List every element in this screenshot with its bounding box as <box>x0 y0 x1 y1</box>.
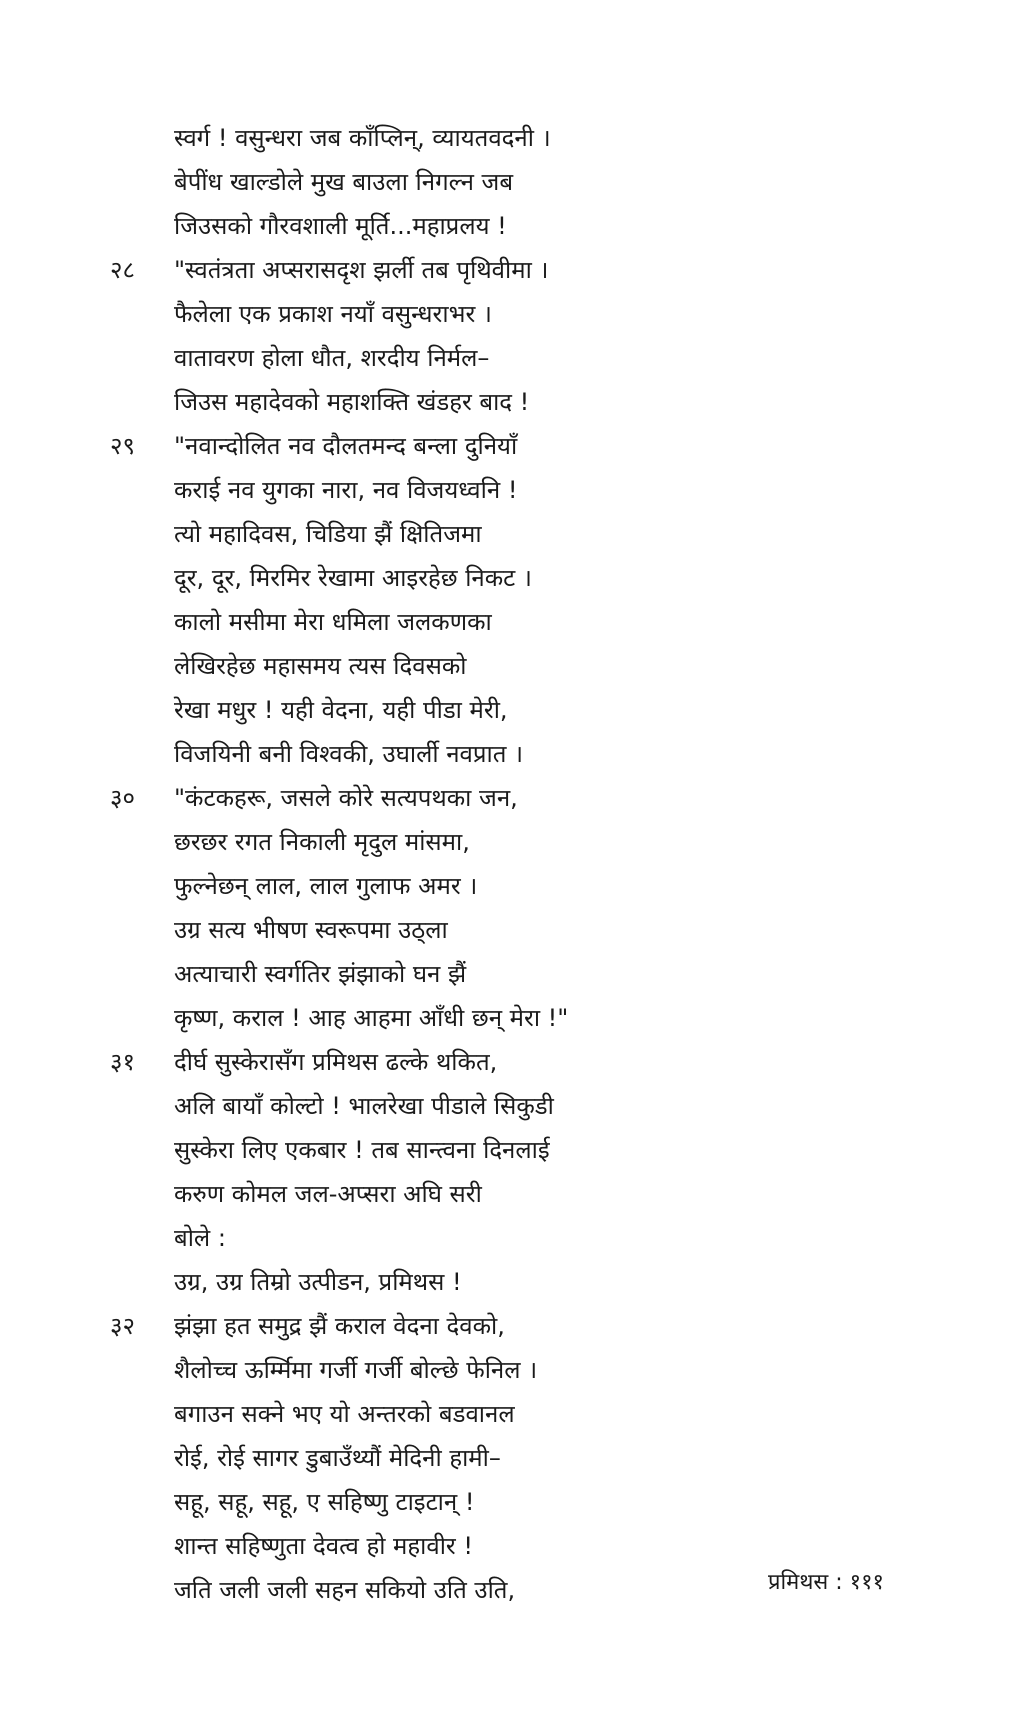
verse-line: रोई, रोई सागर डुबाउँथ्यौं मेदिनी हामी– <box>174 1444 501 1472</box>
verse-line: जिउस महादेवको महाशक्ति खंडहर बाद ! <box>174 388 530 416</box>
verse-line: करुण कोमल जल-अप्सरा अघि सरी <box>174 1180 482 1208</box>
stanza-number: २८ <box>110 256 135 284</box>
verse-line: जिउसको गौरवशाली मूर्ति...महाप्रलय ! <box>174 212 507 240</box>
page-footer <box>768 1568 884 1598</box>
stanza-number: ३० <box>110 784 135 812</box>
verse-line: सुस्केरा लिए एकबार ! तब सान्त्वना दिनलाई <box>174 1136 550 1164</box>
verse-line: शान्त सहिष्णुता देवत्व हो महावीर ! <box>174 1532 473 1560</box>
stanza-number: ३२ <box>110 1312 135 1340</box>
verse-line: दूर, दूर, मिरमिर रेखामा आइरहेछ निकट । <box>174 564 533 592</box>
verse-line: बेपींध खाल्डोले मुख बाउला निगल्न जब <box>174 168 514 196</box>
verse-line: सहू, सहू, सहू, ए सहिष्णु टाइटान् ! <box>174 1488 475 1516</box>
stanza-number: ३१ <box>110 1048 135 1076</box>
verse-line: शैलोच्च ऊर्म्मिमा गर्जी गर्जी बोल्छे फेनिल । <box>174 1356 538 1384</box>
stanza-lines <box>174 116 734 248</box>
stanza-number: २९ <box>110 432 135 460</box>
running-title-page-number: प्रमिथस : १११ <box>767 1570 884 1595</box>
verse-line: दीर्घ सुस्केरासँग प्रमिथस ढल्के थकित, <box>174 1048 498 1076</box>
verse-line: कालो मसीमा मेरा धमिला जलकणका <box>174 608 492 636</box>
verse-line: अत्याचारी स्वर्गतिर झंझाको घन झैं <box>174 960 467 988</box>
verse-line: फैलेला एक प्रकाश नयाँ वसुन्धराभर । <box>174 300 492 328</box>
verse-line: स्वर्ग ! वसुन्धरा जब काँप्लिन्, व्यायतवदनी । <box>174 124 551 152</box>
verse-line: त्यो महादिवस, चिडिया झैं क्षितिजमा <box>174 520 482 548</box>
verse-line: कराई नव युगका नारा, नव विजयध्वनि ! <box>174 476 518 504</box>
stanza-lines <box>174 1304 734 1612</box>
verse-line: कृष्ण, कराल ! आह आहमा आँधी छन् मेरा !" <box>174 1004 569 1032</box>
stanza-lines <box>174 248 734 424</box>
verse-line: "स्वतंत्रता अप्सरासदृश झर्ली तब पृथिवीमा । <box>174 256 549 284</box>
verse-line: विजयिनी बनी विश्वकी, उघार्ली नवप्रात । <box>174 740 524 768</box>
verse-line: उग्र सत्य भीषण स्वरूपमा उठ्ला <box>174 916 448 944</box>
verse-line: "कंटकहरू, जसले कोरे सत्यपथका जन, <box>174 784 518 812</box>
verse-line: छरछर रगत निकाली मृदुल मांसमा, <box>174 828 470 856</box>
verse-line: बगाउन सक्ने भए यो अन्तरको बडवानल <box>174 1400 515 1428</box>
verse-line: वातावरण होला धौत, शरदीय निर्मल– <box>174 344 490 372</box>
verse-line: जति जली जली सहन सकियो उति उति, <box>174 1576 516 1604</box>
verse-line: "नवान्दोलित नव दौलतमन्द बन्ला दुनियाँ <box>174 432 518 460</box>
verse-line: बोले : <box>174 1224 226 1252</box>
verse-line: लेखिरहेछ महासमय त्यस दिवसको <box>174 652 467 680</box>
verse-line: झंझा हत समुद्र झैं कराल वेदना देवको, <box>174 1312 505 1340</box>
verse-line: अलि बायाँ कोल्टो ! भालरेखा पीडाले सिकुडी <box>174 1092 554 1120</box>
stanza-lines <box>174 424 734 776</box>
verse-line: रेखा मधुर ! यही वेदना, यही पीडा मेरी, <box>174 696 508 724</box>
verse-line: फुल्नेछन् लाल, लाल गुलाफ अमर । <box>174 872 478 900</box>
stanza-lines <box>174 776 734 1040</box>
stanza-lines <box>174 1040 734 1304</box>
verse-line: उग्र, उग्र तिम्रो उत्पीडन, प्रमिथस ! <box>174 1268 462 1296</box>
